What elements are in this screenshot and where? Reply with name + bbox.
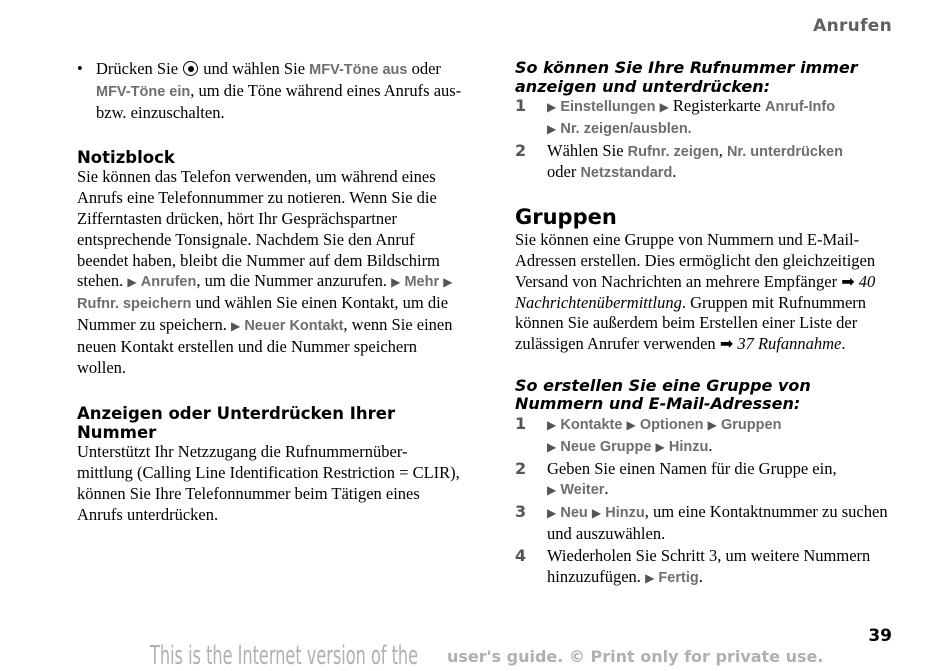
step-item: 1 ▶ Kontakte ▶ Optionen ▶ Gruppen ▶ Neue Gruppe ▶ Hinzu. (515, 413, 782, 455)
ui-term: Neu (560, 505, 588, 522)
triangle-right-icon: ▶ (391, 275, 401, 290)
ui-term: Anruf-Info (765, 99, 836, 115)
text: Gruppen mit Rufnummern können Sie außerdem beim Erstellen einer Liste der zulässigen Anrufer verwenden (515, 292, 867, 354)
ui-term: Gruppen (721, 416, 782, 433)
text: , wenn Sie einen neuen Kontakt erstellen und die Nummer speichern wollen. (77, 314, 453, 377)
ui-term: MFV-Töne aus (309, 62, 408, 78)
text: Drücken Sie (96, 59, 179, 78)
center-select-key-icon (183, 61, 198, 76)
step-number: 2 (515, 458, 527, 478)
page-reference: 37 Rufannahme (737, 334, 842, 354)
bullet-dot: • (77, 59, 83, 78)
triangle-right-icon: ▶ (230, 318, 241, 333)
ui-term: Neuer Kontakt (244, 317, 344, 334)
ui-term: Kontakte (560, 416, 623, 433)
ui-term: Mehr (404, 274, 440, 291)
ui-term: Hinzu (605, 505, 645, 522)
footer-text-condensed: This is the Internet version of the (150, 641, 419, 671)
text: und wählen Sie einen Kontakt, um die Nummer zu speichern. (77, 293, 449, 334)
right-column (515, 59, 900, 588)
text: oder (547, 162, 577, 182)
ui-term: Netzstandard (580, 165, 673, 182)
text: Sie können eine Gruppe von Nummern und E-Mail-Adressen erstellen. Dies ermöglicht den gleichzeitigen Versand von Nachrichten an mehrere Empfänger (515, 230, 876, 291)
step-number: 1 (515, 413, 527, 433)
footer-text: user's guide. © Print only for private use. (447, 647, 824, 666)
text: Sie können das Telefon verwenden, um während eines Anrufs eine Telefonnummer zu notieren. Wenn Sie die Zifferntasten drücken, hört Ihr Gesprächspartner entsprechende Tonsignale. Nachdem Sie den Anruf beendet haben, bleibt die Nummer auf dem Bildschirm stehen. (77, 167, 440, 291)
ui-term: Fertig (658, 569, 699, 586)
ui-term: Rufnr. zeigen (627, 143, 719, 160)
step-number: 1 (515, 96, 527, 115)
gruppen-paragraph: Sie können eine Gruppe von Nummern und E-Mail-Adressen erstellen. Dies ermöglicht den gleichzeitigen Versand von Nachrichten an mehrere Empfänger ➡ 40 Nachrichtenübermittlung. Gruppen mit Rufnummern können Sie außerdem beim Erstellen einer Liste der zulässigen Anrufer verwenden ➡ 37 Rufannahme. (515, 230, 876, 354)
text: , um eine Kontaktnummer zu suchen und auszuwählen. (547, 502, 888, 543)
text: Wählen Sie (547, 140, 624, 160)
step-number: 2 (515, 140, 527, 160)
step-item: 2 Geben Sie einen Namen für die Gruppe ein, ▶ Weiter. (515, 458, 837, 499)
triangle-right-icon: ▶ (547, 483, 557, 498)
triangle-right-icon: ▶ (547, 121, 557, 136)
triangle-right-icon: ▶ (591, 506, 602, 521)
ui-term: Anrufen (140, 274, 197, 291)
triangle-right-icon: ▶ (547, 417, 557, 432)
text: , um die Töne während eines Anrufs aus- bzw. einzuschalten. (96, 80, 462, 122)
step-number: 3 (515, 502, 527, 522)
heading-gruppe-erstellen: So erstellen Sie eine Gruppe von Nummern und E-Mail-Adressen: (515, 375, 811, 414)
heading-notizblock: Notizblock (77, 148, 175, 168)
heading-anzeigen-unterdruecken: Anzeigen oder Unterdrücken Ihrer Nummer (77, 404, 396, 443)
ui-term: Rufnr. speichern (77, 296, 192, 313)
arrow-right-icon: ➡ (841, 271, 855, 291)
page-reference: 40 Nachrichtenübermittlung (515, 271, 876, 312)
ui-term: Neue Gruppe (560, 438, 652, 455)
left-column (77, 59, 462, 526)
triangle-right-icon: ▶ (645, 570, 655, 585)
ui-term: Optionen (639, 416, 704, 433)
arrow-right-icon: ➡ (719, 334, 734, 354)
text: und wählen Sie (203, 59, 306, 78)
step-number: 4 (515, 545, 527, 565)
triangle-right-icon: ▶ (127, 275, 137, 290)
text: Geben Sie einen Namen für die Gruppe ein, (547, 458, 837, 478)
triangle-right-icon: ▶ (655, 439, 665, 454)
ui-term: Nr. zeigen/ausblen. (560, 120, 692, 137)
heading-rufnummer-anzeigen: So können Sie Ihre Rufnummer immer anzeigen und unterdrücken: (515, 58, 858, 96)
page-number: 39 (868, 626, 892, 646)
triangle-right-icon: ▶ (443, 275, 453, 290)
triangle-right-icon: ▶ (547, 100, 557, 114)
ui-term: Einstellungen (560, 99, 656, 115)
bullet-mfv-toene (77, 59, 462, 123)
heading-gruppen: Gruppen (515, 205, 617, 230)
text: Wiederholen Sie Schritt 3, um weitere Nummern hinzuzufügen. (547, 545, 871, 586)
text: , um die Nummer anzurufen. (196, 271, 387, 291)
anzeigen-paragraph: Unterstützt Ihr Netzzugang die Rufnummernüber-mittlung (Calling Line Identification Restriction = CLIR), können Sie Ihre Telefonnummer beim Tätigen eines Anrufs unterdrücken. (77, 442, 460, 524)
ui-term: Hinzu (668, 438, 709, 455)
step-item: 4 Wiederholen Sie Schritt 3, um weitere Nummern hinzuzufügen. ▶ Fertig. (515, 545, 871, 586)
notizblock-paragraph (77, 167, 462, 378)
ui-term: Nr. unterdrücken (726, 143, 843, 160)
step-item: 2 Wählen Sie Rufnr. zeigen, Nr. unterdrücken oder Netzstandard. (515, 140, 843, 182)
step-item (515, 96, 900, 140)
ui-term: MFV-Töne ein (96, 83, 191, 100)
page-header: Anrufen (813, 16, 892, 36)
triangle-right-icon: ▶ (707, 417, 717, 432)
triangle-right-icon: ▶ (626, 417, 636, 432)
triangle-right-icon: ▶ (547, 439, 557, 454)
text: oder (411, 59, 441, 78)
triangle-right-icon: ▶ (659, 100, 669, 114)
footer-watermark (150, 641, 823, 671)
step-item (515, 502, 900, 545)
text: Registerkarte (672, 96, 761, 115)
ui-term: Weiter (560, 482, 605, 499)
triangle-right-icon: ▶ (547, 506, 557, 521)
